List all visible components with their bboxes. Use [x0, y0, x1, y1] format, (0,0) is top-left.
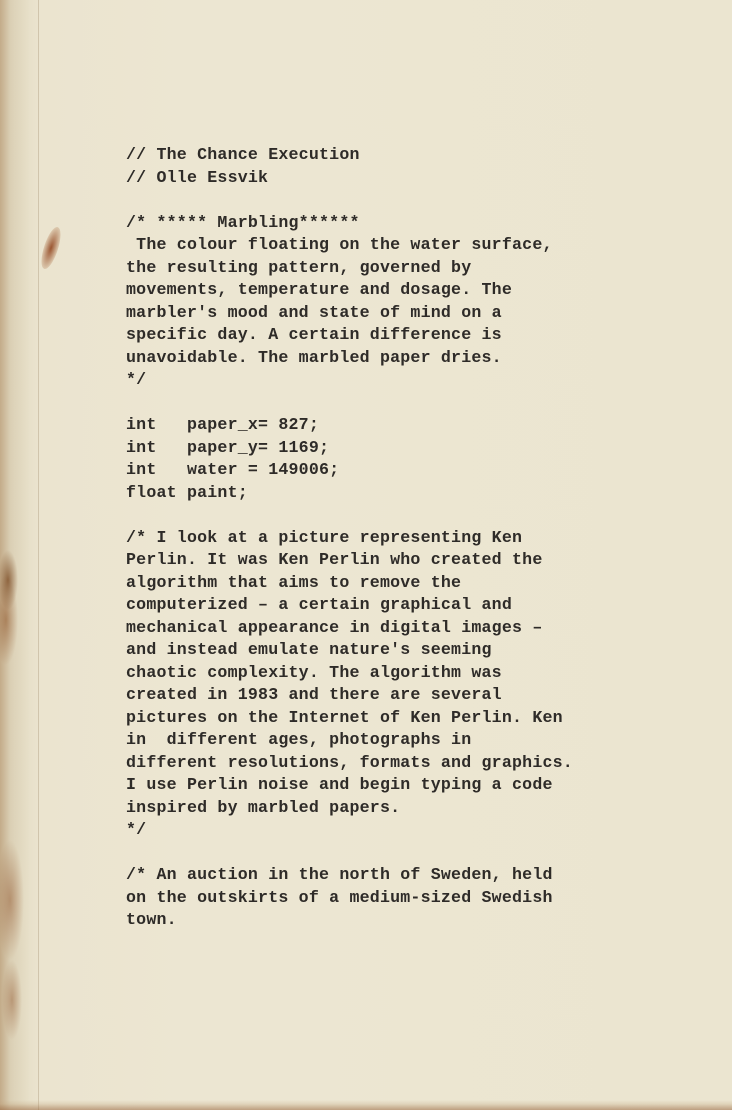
text-line: computerized – a certain graphical and — [126, 595, 512, 614]
text-line: in different ages, photographs in — [126, 730, 472, 749]
text-line: I use Perlin noise and begin typing a code — [126, 775, 553, 794]
blank-line — [126, 392, 726, 415]
worn-bottom-edge — [0, 1100, 732, 1110]
text-line: unavoidable. The marbled paper dries. — [126, 347, 502, 367]
text-line: The colour floating on the water surface, — [126, 235, 553, 254]
text-line: Perlin. It was Ken Perlin who created the — [126, 550, 543, 569]
text-line: mechanical appearance in digital images – — [126, 617, 543, 637]
paper-edge-line — [38, 0, 39, 1110]
code-line: int water = 149006; — [126, 460, 340, 479]
rust-stain — [38, 225, 65, 271]
text-line: different resolutions, formats and graphics. — [126, 752, 573, 772]
worn-left-edge — [0, 0, 34, 1110]
text-line: created in 1983 and there are several — [126, 685, 502, 704]
text-line: /* I look at a picture representing Ken — [126, 527, 523, 547]
code-line: int paper_y= 1169; — [126, 437, 330, 457]
blank-line — [126, 189, 726, 212]
text-line: specific day. A certain difference is — [126, 325, 502, 344]
typed-text-body — [126, 144, 726, 932]
text-line: /* An auction in the north of Sweden, held — [126, 865, 553, 884]
marbling-comment-block — [126, 212, 726, 392]
text-line: and instead emulate nature's seeming — [126, 640, 492, 659]
text-line: movements, temperature and dosage. The — [126, 280, 512, 299]
text-line: algorithm that aims to remove the — [126, 572, 462, 592]
text-line: pictures on the Internet of Ken Perlin. Ken — [126, 707, 563, 727]
author-line: // Olle Essvik — [126, 167, 269, 187]
text-line: /* ***** Marbling****** — [126, 212, 360, 232]
blank-line — [126, 504, 726, 527]
code-line: int paper_x= 827; — [126, 415, 319, 434]
text-line: town. — [126, 910, 177, 929]
text-line: */ — [126, 820, 147, 839]
text-line: marbler's mood and state of mind on a — [126, 302, 502, 322]
text-line: the resulting pattern, governed by — [126, 257, 472, 277]
text-line: inspired by marbled papers. — [126, 797, 401, 817]
title-line: // The Chance Execution — [126, 145, 360, 164]
text-line: chaotic complexity. The algorithm was — [126, 662, 502, 682]
blank-line — [126, 842, 726, 865]
auction-comment-block — [126, 864, 726, 932]
code-line: float paint; — [126, 482, 248, 502]
variable-declarations-block — [126, 414, 726, 504]
text-line: on the outskirts of a medium-sized Swedish — [126, 887, 553, 907]
text-line: */ — [126, 370, 147, 389]
perlin-comment-block — [126, 527, 726, 842]
